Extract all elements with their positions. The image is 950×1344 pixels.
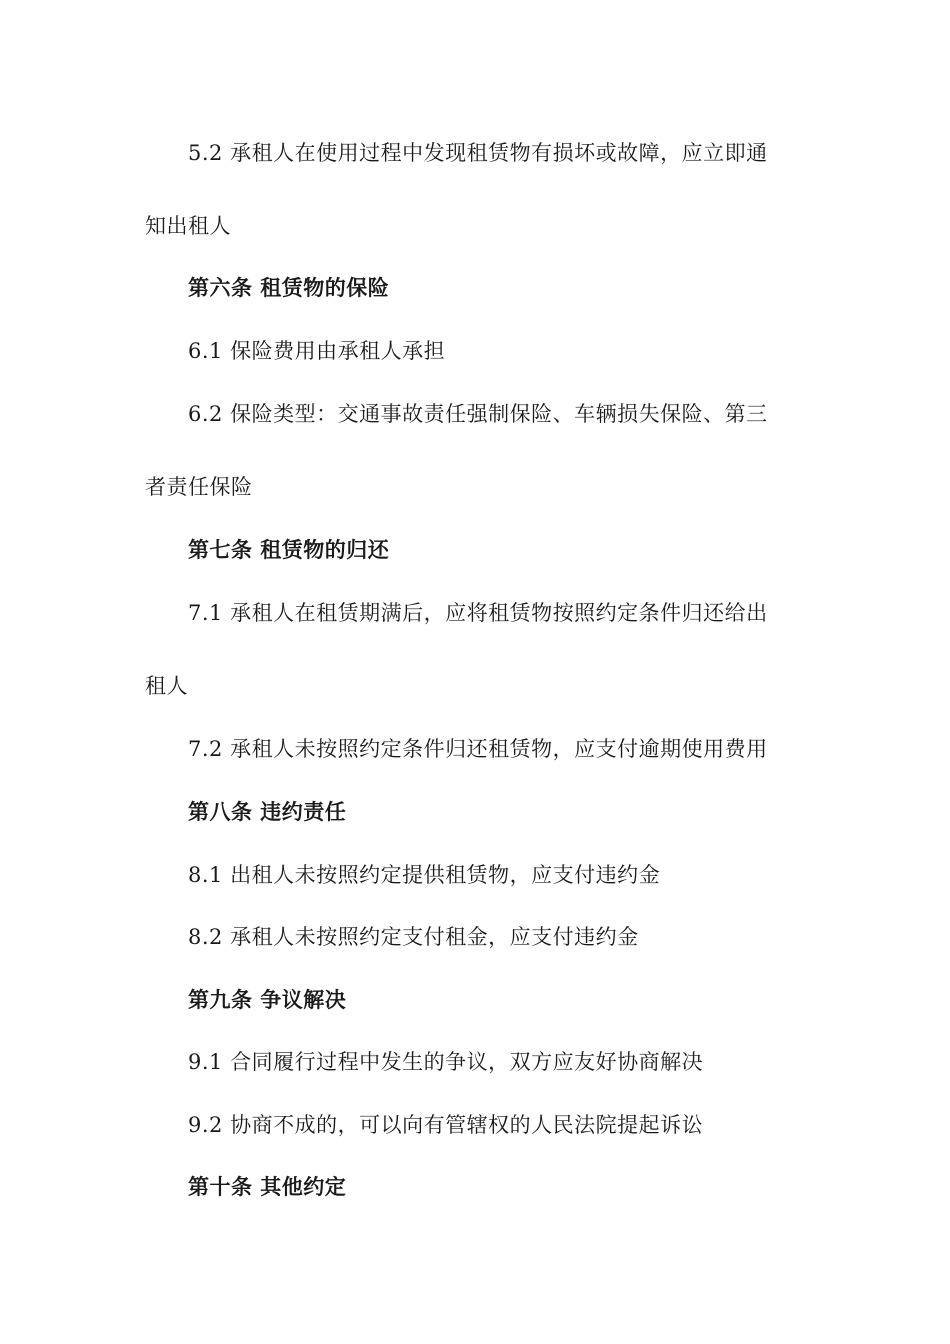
article-6-heading: 第六条 租赁物的保险 [188,276,390,300]
clause-7-1-line-1: 7.1 承租人在租赁期满后，应将租赁物按照约定条件归还给出 [188,601,768,625]
clause-6-2-line-1: 6.2 保险类型：交通事故责任强制保险、车辆损失保险、第三 [188,402,768,426]
article-10-heading: 第十条 其他约定 [188,1175,347,1199]
clause-5-2-line-1: 5.2 承租人在使用过程中发现租赁物有损坏或故障，应立即通 [188,141,768,165]
clause-8-2: 8.2 承租人未按照约定支付租金，应支付违约金 [188,925,639,949]
clause-9-2: 9.2 协商不成的，可以向有管辖权的人民法院提起诉讼 [188,1113,704,1137]
clause-8-1: 8.1 出租人未按照约定提供租赁物，应支付违约金 [188,863,661,887]
article-7-heading: 第七条 租赁物的归还 [188,538,390,562]
article-9-heading: 第九条 争议解决 [188,988,347,1012]
clause-6-1: 6.1 保险费用由承租人承担 [188,339,446,363]
article-8-heading: 第八条 违约责任 [188,800,347,824]
clause-7-1-line-2: 租人 [145,674,188,698]
clause-5-2-line-2: 知出租人 [145,214,231,238]
clause-7-2: 7.2 承租人未按照约定条件归还租赁物，应支付逾期使用费用 [188,737,768,761]
clause-9-1: 9.1 合同履行过程中发生的争议，双方应友好协商解决 [188,1050,704,1074]
clause-6-2-line-2: 者责任保险 [145,475,253,499]
